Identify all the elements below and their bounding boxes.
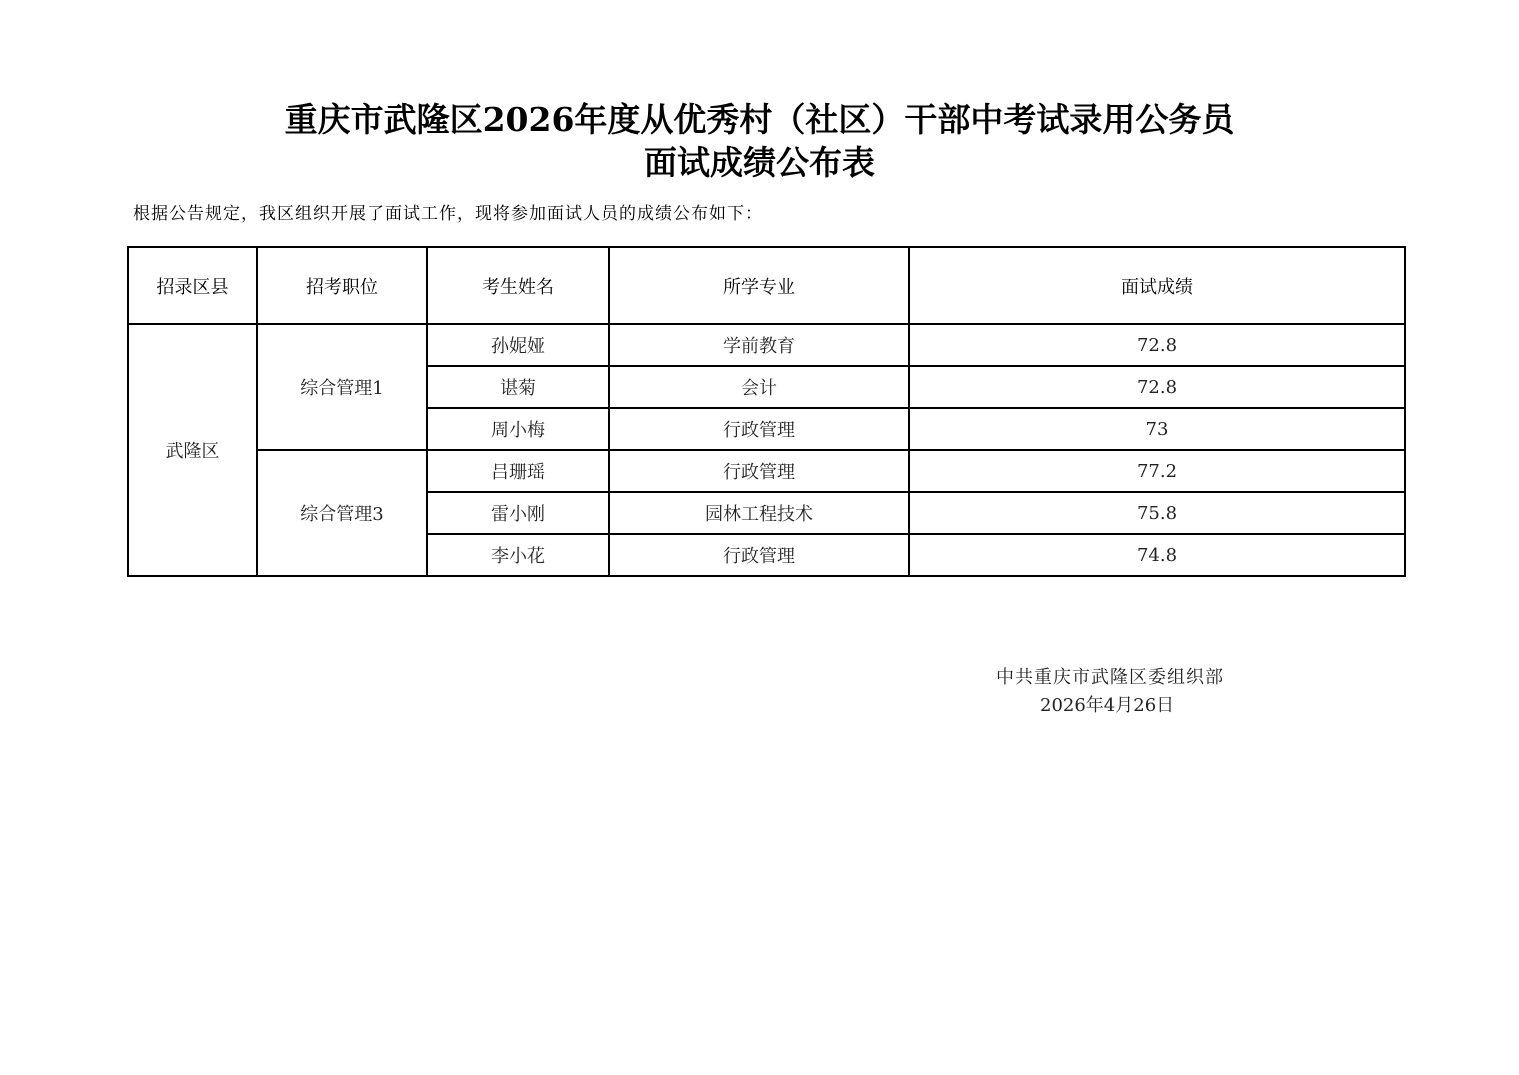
- table-row: [128, 324, 1405, 366]
- position-cell: 综合管理3: [257, 450, 427, 576]
- header-major: 所学专业: [609, 247, 909, 324]
- score-cell: 73: [909, 408, 1405, 450]
- score-cell: 74.8: [909, 534, 1405, 576]
- district-cell: 武隆区: [128, 324, 257, 576]
- header-name: 考生姓名: [427, 247, 609, 324]
- score-cell: 72.8: [909, 324, 1405, 366]
- major-cell: 会计: [609, 366, 909, 408]
- major-cell: 行政管理: [609, 450, 909, 492]
- name-cell: 吕珊瑶: [427, 450, 609, 492]
- major-cell: 行政管理: [609, 534, 909, 576]
- signature-organization: 中共重庆市武隆区委组织部: [996, 667, 1224, 688]
- document-title-line1: 重庆市武隆区2026年度从优秀村（社区）干部中考试录用公务员: [284, 100, 1235, 139]
- table-row: [128, 450, 1405, 492]
- name-cell: 谌菊: [427, 366, 609, 408]
- major-cell: 园林工程技术: [609, 492, 909, 534]
- header-position: 招考职位: [257, 247, 427, 324]
- score-cell: 75.8: [909, 492, 1405, 534]
- position-cell: 综合管理1: [257, 324, 427, 450]
- signature-date: 2026年4月26日: [1040, 695, 1175, 716]
- name-cell: 周小梅: [427, 408, 609, 450]
- header-score: 面试成绩: [909, 247, 1405, 324]
- header-district: 招录区县: [128, 247, 257, 324]
- score-cell: 77.2: [909, 450, 1405, 492]
- name-cell: 孙妮娅: [427, 324, 609, 366]
- table-header-row: [128, 247, 1405, 324]
- document-title-line2: 面试成绩公布表: [644, 143, 875, 182]
- name-cell: 李小花: [427, 534, 609, 576]
- score-cell: 72.8: [909, 366, 1405, 408]
- name-cell: 雷小刚: [427, 492, 609, 534]
- major-cell: 学前教育: [609, 324, 909, 366]
- intro-text: 根据公告规定，我区组织开展了面试工作，现将参加面试人员的成绩公布如下：: [133, 204, 763, 224]
- major-cell: 行政管理: [609, 408, 909, 450]
- score-table: [127, 246, 1406, 577]
